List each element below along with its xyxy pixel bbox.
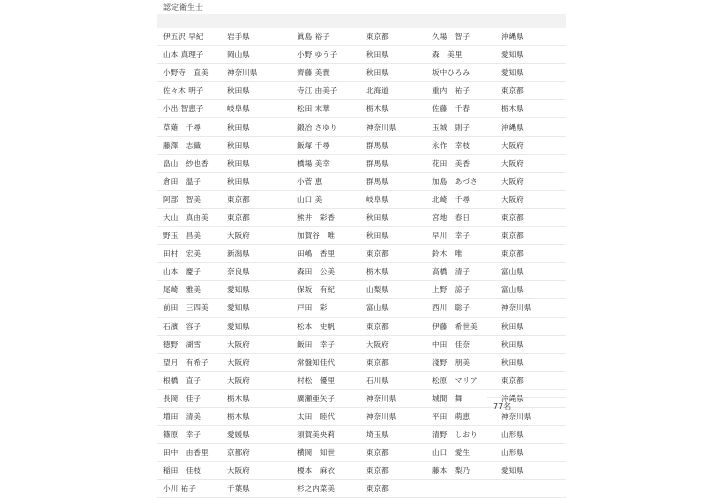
member-name-cell: 横岡 知世: [291, 444, 360, 462]
member-name-cell: 佐藤 千春: [426, 100, 495, 118]
member-name-cell: 小川 祐子: [157, 480, 221, 498]
member-name-cell: 花田 美香: [426, 154, 495, 172]
member-name-cell: 須賀美央莉: [291, 426, 360, 444]
prefecture-cell: 東京都: [360, 353, 426, 371]
member-name-cell: 宮地 春日: [426, 208, 495, 226]
prefecture-cell: 愛知県: [221, 281, 291, 299]
member-name-cell: 松田 末華: [291, 100, 360, 118]
prefecture-cell: 栃木県: [221, 407, 291, 425]
member-name-cell: 佐々木 明子: [157, 82, 221, 100]
prefecture-cell: 新潟県: [221, 245, 291, 263]
member-name-cell: [426, 480, 495, 498]
prefecture-cell: 東京都: [360, 28, 426, 46]
member-name-cell: 松原 マリア: [426, 371, 495, 389]
prefecture-cell: 東京都: [221, 190, 291, 208]
member-name-cell: 淺野 朋美: [426, 353, 495, 371]
prefecture-cell: 神奈川県: [360, 389, 426, 407]
table-row: [157, 172, 566, 190]
member-name-cell: 齊藤 美貴: [291, 64, 360, 82]
roster-body: [157, 28, 566, 498]
member-name-cell: 倉田 温子: [157, 172, 221, 190]
prefecture-cell: 秋田県: [360, 46, 426, 64]
prefecture-cell: 岐阜県: [360, 190, 426, 208]
member-name-cell: 藤澤 志織: [157, 136, 221, 154]
member-name-cell: 飯田 幸子: [291, 335, 360, 353]
member-name-cell: 石濱 容子: [157, 317, 221, 335]
prefecture-cell: 栃木県: [360, 100, 426, 118]
member-name-cell: 常盤知佳代: [291, 353, 360, 371]
member-name-cell: 森 美里: [426, 46, 495, 64]
table-row: [157, 154, 566, 172]
prefecture-cell: 秋田県: [221, 82, 291, 100]
member-name-cell: 尾崎 雅美: [157, 281, 221, 299]
member-name-cell: 城間 舞: [426, 389, 495, 407]
prefecture-cell: 石川県: [360, 371, 426, 389]
member-name-cell: 玉城 則子: [426, 118, 495, 136]
prefecture-cell: 奈良県: [221, 263, 291, 281]
member-name-cell: 寺江 由美子: [291, 82, 360, 100]
table-row: [157, 480, 566, 498]
table-row: [157, 317, 566, 335]
prefecture-cell: 秋田県: [221, 118, 291, 136]
member-name-cell: 畠山 紗也香: [157, 154, 221, 172]
prefecture-cell: 大阪府: [221, 227, 291, 245]
table-row: [157, 335, 566, 353]
member-name-cell: 望月 有希子: [157, 353, 221, 371]
member-name-cell: 清野 しおり: [426, 426, 495, 444]
table-row: [157, 64, 566, 82]
table-row: [157, 444, 566, 462]
member-name-cell: 久場 智子: [426, 28, 495, 46]
table-row: [157, 136, 566, 154]
page-title: 認定衛生士: [163, 3, 203, 12]
member-name-cell: 飯塚 千尋: [291, 136, 360, 154]
prefecture-cell: 秋田県: [495, 353, 566, 371]
member-name-cell: 永作 幸枝: [426, 136, 495, 154]
prefecture-cell: 秋田県: [360, 64, 426, 82]
member-name-cell: 中田 佳奈: [426, 335, 495, 353]
prefecture-cell: 愛媛県: [221, 426, 291, 444]
total-count: 77名: [493, 402, 512, 411]
member-name-cell: 稲田 佳枝: [157, 462, 221, 480]
member-name-cell: 小野寺 直美: [157, 64, 221, 82]
member-name-cell: 村松 優里: [291, 371, 360, 389]
member-name-cell: 伊藤 希世美: [426, 317, 495, 335]
table-row: [157, 263, 566, 281]
prefecture-cell: 群馬県: [360, 172, 426, 190]
prefecture-cell: 大阪府: [221, 462, 291, 480]
member-name-cell: 杉之内菜美: [291, 480, 360, 498]
prefecture-cell: 神奈川県: [360, 407, 426, 425]
member-name-cell: 山本 真理子: [157, 46, 221, 64]
member-name-cell: 阿部 智美: [157, 190, 221, 208]
prefecture-cell: 東京都: [495, 82, 566, 100]
prefecture-cell: 京都府: [221, 444, 291, 462]
member-name-cell: 増田 清美: [157, 407, 221, 425]
table-row: [157, 118, 566, 136]
prefecture-cell: 東京都: [495, 208, 566, 226]
prefecture-cell: 愛知県: [221, 317, 291, 335]
prefecture-cell: 沖縄県: [495, 28, 566, 46]
member-name-cell: 徳野 湖雪: [157, 335, 221, 353]
member-name-cell: 橋場 美幸: [291, 154, 360, 172]
prefecture-cell: 大阪府: [221, 371, 291, 389]
prefecture-cell: 富山県: [360, 299, 426, 317]
member-name-cell: 西川 聡子: [426, 299, 495, 317]
member-name-cell: 上野 諒子: [426, 281, 495, 299]
member-name-cell: 野玉 昌美: [157, 227, 221, 245]
prefecture-cell: 富山県: [495, 281, 566, 299]
prefecture-cell: 群馬県: [360, 154, 426, 172]
prefecture-cell: 愛知県: [495, 46, 566, 64]
member-name-cell: 草薙 千尋: [157, 118, 221, 136]
member-name-cell: 早川 幸子: [426, 227, 495, 245]
table-row: [157, 281, 566, 299]
member-name-cell: 田村 宏美: [157, 245, 221, 263]
prefecture-cell: 埼玉県: [360, 426, 426, 444]
prefecture-cell: 秋田県: [221, 136, 291, 154]
member-name-cell: 大山 真由美: [157, 208, 221, 226]
member-name-cell: 加賀谷 唯: [291, 227, 360, 245]
prefecture-cell: 東京都: [221, 208, 291, 226]
table-row: [157, 245, 566, 263]
prefecture-cell: 大阪府: [221, 335, 291, 353]
table-row: [157, 299, 566, 317]
prefecture-cell: 愛知県: [495, 462, 566, 480]
member-name-cell: 山口 愛生: [426, 444, 495, 462]
table-row: [157, 190, 566, 208]
table-row: [157, 353, 566, 371]
member-name-cell: 小菅 恵: [291, 172, 360, 190]
member-name-cell: 戸田 彩: [291, 299, 360, 317]
prefecture-cell: 東京都: [495, 371, 566, 389]
prefecture-cell: 神奈川県: [360, 118, 426, 136]
prefecture-cell: 秋田県: [360, 208, 426, 226]
prefecture-cell: 栃木県: [221, 389, 291, 407]
prefecture-cell: 東京都: [360, 245, 426, 263]
prefecture-cell: 秋田県: [221, 172, 291, 190]
member-name-cell: 鍛冶 さゆり: [291, 118, 360, 136]
member-name-cell: 鈴木 唯: [426, 245, 495, 263]
prefecture-cell: 沖縄県: [495, 389, 566, 407]
prefecture-cell: 沖縄県: [495, 118, 566, 136]
prefecture-cell: 岡山県: [221, 46, 291, 64]
table-row: [157, 28, 566, 46]
prefecture-cell: 大阪府: [495, 154, 566, 172]
prefecture-cell: 神奈川県: [221, 64, 291, 82]
prefecture-cell: 東京都: [495, 227, 566, 245]
prefecture-cell: 岐阜県: [221, 100, 291, 118]
prefecture-cell: 山梨県: [360, 281, 426, 299]
prefecture-cell: 山形県: [495, 444, 566, 462]
member-name-cell: 前田 三四美: [157, 299, 221, 317]
prefecture-cell: 東京都: [495, 245, 566, 263]
prefecture-cell: 神奈川県: [495, 299, 566, 317]
member-name-cell: 根橋 直子: [157, 371, 221, 389]
prefecture-cell: 愛知県: [221, 299, 291, 317]
prefecture-cell: 愛知県: [495, 64, 566, 82]
member-name-cell: 榎本 麻衣: [291, 462, 360, 480]
table-row: [157, 208, 566, 226]
prefecture-cell: 大阪府: [495, 172, 566, 190]
member-name-cell: 伊五沢 早紀: [157, 28, 221, 46]
prefecture-cell: 神奈川県: [495, 407, 566, 425]
prefecture-cell: 千葉県: [221, 480, 291, 498]
member-name-cell: 眞島 裕子: [291, 28, 360, 46]
table-row: [157, 462, 566, 480]
member-name-cell: 太田 睦代: [291, 407, 360, 425]
table-row: [157, 426, 566, 444]
prefecture-cell: [495, 480, 566, 498]
prefecture-cell: 東京都: [360, 480, 426, 498]
table-row: [157, 371, 566, 389]
prefecture-cell: 東京都: [360, 462, 426, 480]
member-name-cell: 篠原 幸子: [157, 426, 221, 444]
member-name-cell: 小野 ゆう子: [291, 46, 360, 64]
prefecture-cell: 東京都: [360, 317, 426, 335]
table-row: [157, 227, 566, 245]
member-name-cell: 高橋 清子: [426, 263, 495, 281]
prefecture-cell: 秋田県: [221, 154, 291, 172]
member-name-cell: 平田 萌恵: [426, 407, 495, 425]
member-name-cell: 田中 由香里: [157, 444, 221, 462]
prefecture-cell: 栃木県: [495, 100, 566, 118]
member-name-cell: 重内 祐子: [426, 82, 495, 100]
member-name-cell: 熊井 彩香: [291, 208, 360, 226]
prefecture-cell: 大阪府: [495, 190, 566, 208]
prefecture-cell: 秋田県: [495, 317, 566, 335]
prefecture-cell: 秋田県: [360, 227, 426, 245]
prefecture-cell: 大阪府: [221, 353, 291, 371]
prefecture-cell: 秋田県: [495, 335, 566, 353]
member-name-cell: 松本 史帆: [291, 317, 360, 335]
member-name-cell: 長岡 佳子: [157, 389, 221, 407]
prefecture-cell: 群馬県: [360, 136, 426, 154]
header-band: [157, 14, 566, 28]
prefecture-cell: 北海道: [360, 82, 426, 100]
member-name-cell: 保坂 有紀: [291, 281, 360, 299]
table-row: [157, 100, 566, 118]
prefecture-cell: 岩手県: [221, 28, 291, 46]
member-name-cell: 藤本 梨乃: [426, 462, 495, 480]
prefecture-cell: 東京都: [360, 444, 426, 462]
prefecture-cell: 山形県: [495, 426, 566, 444]
member-name-cell: 山口 美: [291, 190, 360, 208]
member-name-cell: 森田 公美: [291, 263, 360, 281]
member-name-cell: 山本 慶子: [157, 263, 221, 281]
member-name-cell: 坂中ひろみ: [426, 64, 495, 82]
member-name-cell: 田嶋 香里: [291, 245, 360, 263]
table-row: [157, 82, 566, 100]
prefecture-cell: 富山県: [495, 263, 566, 281]
member-name-cell: 廣瀬亜矢子: [291, 389, 360, 407]
prefecture-cell: 大阪府: [495, 136, 566, 154]
table-row: [157, 46, 566, 64]
member-name-cell: 加島 あづさ: [426, 172, 495, 190]
member-name-cell: 北崎 千尋: [426, 190, 495, 208]
prefecture-cell: 大阪府: [360, 335, 426, 353]
prefecture-cell: 栃木県: [360, 263, 426, 281]
hygienist-roster-table: [157, 28, 566, 498]
member-name-cell: 小出 智恵子: [157, 100, 221, 118]
